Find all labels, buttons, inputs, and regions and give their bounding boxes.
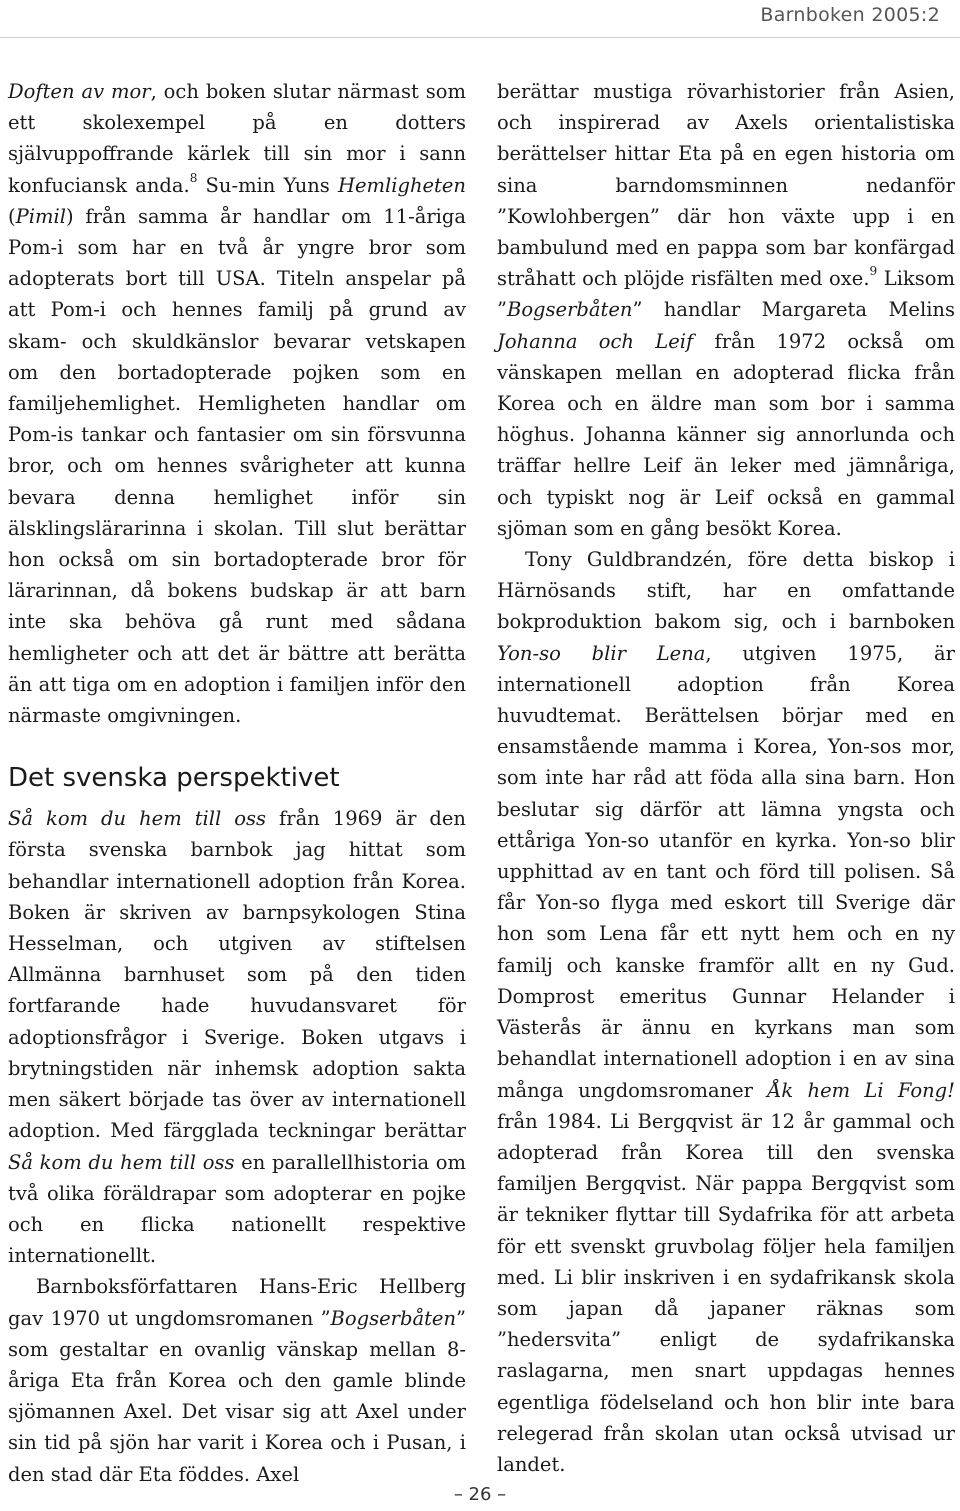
book-title: Doften av mor	[8, 80, 151, 103]
book-title: Yon-so blir Lena	[497, 641, 706, 665]
left-column	[8, 76, 466, 1490]
footnote-ref: 9	[869, 264, 878, 279]
book-title: Pimil	[15, 204, 66, 228]
book-title: Bogserbåten	[330, 1306, 457, 1330]
book-title: Åk hem Li Fong!	[767, 1078, 955, 1102]
left-paragraph-2: Så kom du hem till oss från 1969 är den första svenska barnbok jag hittat som behandlar internationell adoption från Korea. Boken är skriven av barnpsykologen Stina Hesselman, och utgiven av stiftelsen Allmänna barnhuset som på den tiden fortfarande hade huvudansvaret för adoptionsfrågor i Sverige. Boken utgavs i brytningstiden när inhemsk adoption sakta men säkert började tas över av internationell adoption. Med färgglada teckningar berättar Så kom du hem till oss en parallellhistoria om två olika föräldrapar som adopterar en pojke och en flicka nationellt respektive internationellt.	[8, 807, 466, 1268]
section-heading: Det svenska perspektivet	[8, 763, 340, 794]
book-title: Johanna och Leif	[497, 329, 694, 353]
left-paragraph-3: Barnboksförfattaren Hans-Eric Hellberg gav 1970 ut ungdomsromanen ”Bogserbåten” som gestaltar en ovanlig vänskap mellan 8-åriga Eta från Korea och den gamle blinde sjömannen Axel. Det visar sig att Axel under sin tid på sjön har varit i Korea och i Pusan, i den stad där Eta föddes. Axel	[8, 1275, 466, 1486]
footnote-ref: 8	[189, 170, 198, 185]
page-number: – 26 –	[453, 1484, 507, 1505]
right-paragraph-2: Tony Guldbrandzén, före detta biskop i Härnösands stift, har en omfattande bokproduktion bakom sig, och i barnboken Yon-so blir Lena, utgiven 1975, är internationell adoption från Korea huvudtemat. Berättelsen börjar med en ensamstående mamma i Korea, Yon-sos mor, som inte har råd att föda alla sina barn. Hon beslutar sig därför att lämna yngsta och ettåriga Yon-so utanför en kyrka. Yon-so blir upphittad av en tant och förd till polisen. Så får Yon-so flyga med eskort till Sverige där hon som Lena får ett nytt hem och en ny familj och kanske framför allt en ny Gud. Domprost emeritus Gunnar Helander i Västerås är ännu en kyrkans man som behandlat internationell adoption i en av sina många ungdomsromaner Åk hem Li Fong! från 1984. Li Bergqvist är 12 år gammal och adopterad från Korea till den svenska familjen Bergqvist. När pappa Bergqvist som är tekniker flyttar till Sydafrika för att arbeta för ett svenskt gruvbolag följer hela familjen med. Li blir inskriven i en sydafrikansk skola som japan då japaner räknas som ”hedersvita” enligt de sydafrikanska raslagarna, men snart uppdagas hennes egentliga födelseland och hon blir inte bara relegerad från skolan utan också utvisad ur landet.	[497, 548, 955, 1476]
left-paragraph-1: Doften av mor, och boken slutar närmast som ett skolexempel på en dotters självuppoffrande kärlek till sin mor i sann konfuciansk anda.$^8$ Su-min Yuns Hemligheten (Pimil) från samma år handlar om 11-åriga Pom-i som har en två år yngre bror som adopterats bort till USA. Titeln anspelar på att Pom-i och hennes familj på grund av skam- och skuldkänslor bevarar vetskapen om den bortadopterade pojken som en familjehemlighet. Hemligheten handlar om Pom-is tankar och fantasier om sin försvunna bror, och om hennes svårigheter att kunna bevara denna hemlighet inför sin älsklingslärarinna i skolan. Till slut berättar hon också om sin bortadopterade bror för lärarinnan, då bokens budskap är att barn inte ska behöva gå runt med sådana hemligheter och att det är bättre att berätta än att tiga om en adoption i familjen inför den närmaste omgivningen.	[8, 80, 466, 728]
book-title: Så kom du hem till oss	[8, 1150, 235, 1174]
book-title: Hemligheten	[337, 173, 466, 197]
right-column	[497, 76, 955, 1480]
book-title: Bogserbåten	[506, 298, 633, 322]
running-header: Barnboken 2005:2	[760, 4, 940, 26]
right-paragraph-1: berättar mustiga rövarhistorier från Asien, och inspirerad av Axels orientalistiska berättelser hittar Eta på en egen historia om sina barndomsminnen nedanför ”Kowlohbergen” där hon växte upp i en bambulund med en pappa som bar konfärgad stråhatt och plöjde risfälten med oxe.$^9$ Liksom ”Bogserbåten” handlar Margareta Melins Johanna och Leif från 1972 också om vänskapen mellan en adopterad flicka från Korea och en äldre man som bor i samma höghus. Johanna känner sig annorlunda och träffar hellre Leif än leker med jämnåriga, och typiskt nog är Leif också en gammal sjöman som en gång besökt Korea.	[497, 80, 955, 540]
book-title: Så kom du hem till oss	[8, 807, 267, 831]
header-rule	[0, 37, 960, 38]
